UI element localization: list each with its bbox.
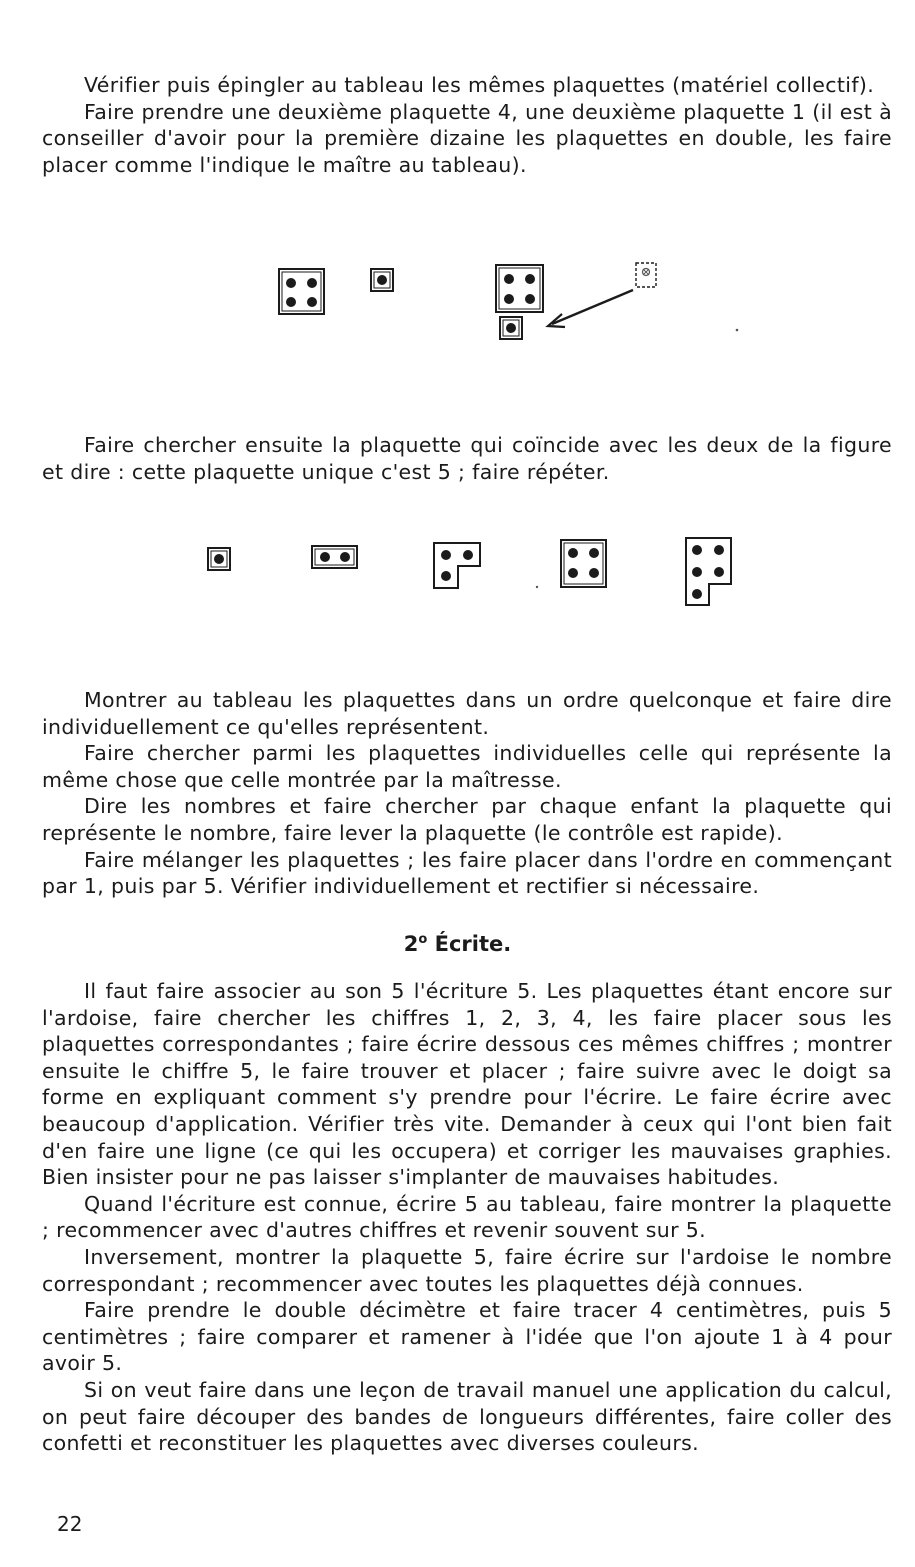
heading-title: Écrite. [434,932,512,956]
intro-text [42,72,892,178]
figure-plaquettes-4-plus-1 [0,255,915,350]
paragraph: Dire les nombres et faire chercher par chaque enfant la plaquette qui représente le nombre, faire lever la plaquette (le contrôle est rapide). [42,794,892,845]
plaquette-1-combined [500,317,522,339]
heading-number: 2 [403,932,419,956]
plaquette-4 [561,540,606,587]
oral-section-text [42,687,892,900]
plaquette-1 [371,269,393,291]
paragraph: Montrer au tableau les plaquettes dans un ordre quelconque et faire dire individuellement ce qu'elles représentent. [42,688,892,739]
paragraph: Si on veut faire dans une leçon de travail manuel une application du calcul, on peut faire découper des bandes de longueurs différentes, faire coller des confetti et reconstituer les plaquettes avec diverses couleurs. [42,1377,892,1456]
paragraph: Inversement, montrer la plaquette 5, faire écrire sur l'ardoise le nombre correspondant ; recommencer avec toutes les plaquettes déjà connues. [42,1244,892,1296]
page-number: 22 [57,1512,83,1536]
plaquette-1-origin-dashed [636,263,656,287]
arrow-icon [548,290,633,327]
plaquette-5 [686,538,731,605]
paragraph: Faire mélanger les plaquettes ; les faire placer dans l'ordre en commençant par 1, puis par 5. Vérifier individuellement et rectifier si nécessaire. [42,847,892,899]
plaquette-4 [279,269,324,314]
heading-ordinal: o [418,932,428,947]
paragraph: Faire chercher ensuite la plaquette qui coïncide avec les deux de la figure et dire : cette plaquette unique c'est 5 ; faire répéter. [42,433,892,484]
ecrite-section-text [42,978,892,1457]
middle-text [42,432,892,485]
paragraph: Il faut faire associer au son 5 l'écriture 5. Les plaquettes étant encore sur l'ardoise, faire chercher les chiffres 1, 2, 3, 4, les faire placer sous les plaquettes correspondantes ; faire écrire dessous ces mêmes chiffres ; montrer ensuite le chiffre 5, le faire trouver et placer ; faire suivre avec le doigt sa forme en expliquant comment s'y prendre pour l'écrire. Le faire écrire avec beaucoup d'application. Vérifier très vite. Demander à ceux qui l'ont bien fait d'en faire une ligne (ce qui les occupera) et corriger les mauvaises graphies. Bien insister pour ne pas laisser s'implanter de mauvaises habitudes. [42,979,892,1190]
plaquette-1 [208,548,230,570]
paragraph: Faire chercher parmi les plaquettes individuelles celle qui représente la même chose que celle montrée par la maîtresse. [42,741,892,792]
paragraph: Faire prendre une deuxième plaquette 4, une deuxième plaquette 1 (il est à conseiller d'avoir pour la première dizaine les plaquettes en double, les faire placer comme l'indique le maître au tableau). [42,99,892,177]
plaquette-3 [434,543,480,588]
plaquette-4-combined [496,265,543,312]
paragraph: Faire prendre le double décimètre et faire tracer 4 centimètres, puis 5 centimètres ; faire comparer et ramener à l'idée que l'on ajoute 1 à 4 pour avoir 5. [42,1298,892,1376]
plaquette-2 [312,546,357,568]
paragraph: Vérifier puis épingler au tableau les mêmes plaquettes (matériel collectif). [84,73,875,97]
paragraph: Quand l'écriture est connue, écrire 5 au tableau, faire montrer la plaquette ; recommencer avec d'autres chiffres et revenir souvent sur 5. [42,1191,892,1243]
section-heading [0,932,915,956]
figure-plaquettes-1-to-5 [0,530,915,610]
